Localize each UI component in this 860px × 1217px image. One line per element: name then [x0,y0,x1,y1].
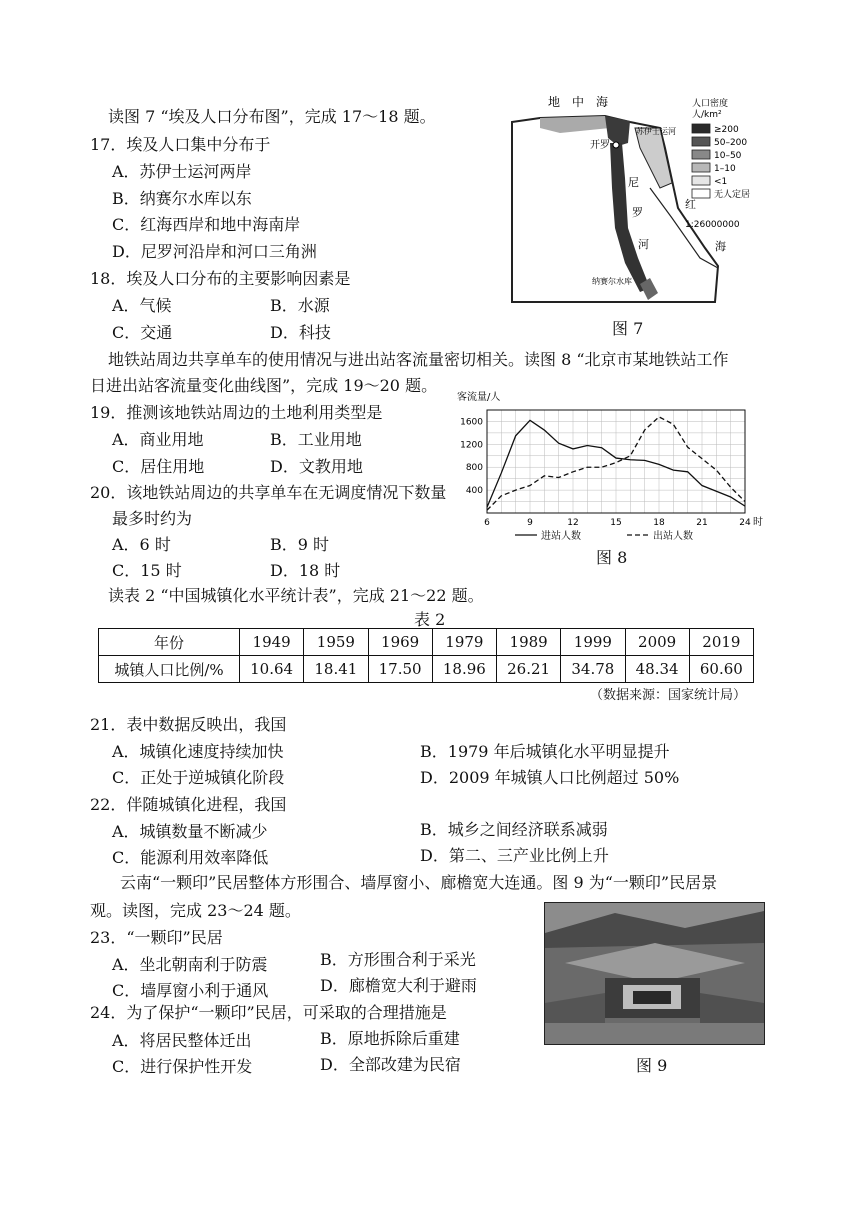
year-cell: 1979 [432,629,496,656]
intro-21-22: 读表 2 “中国城镇化水平统计表”，完成 21～22 题。 [108,586,484,605]
q19-option-b: B．工业用地 [270,430,362,449]
q19-option-d: D．文教用地 [270,457,363,476]
year-cell: 1969 [368,629,432,656]
q20-option-a: A．6 时 [112,535,171,554]
value-cell: 18.41 [304,656,368,683]
q19-option-c: C．居住用地 [112,457,205,476]
q22-option-b: B．城乡之间经济联系减弱 [420,820,608,839]
intro-23-24-line2: 观。读图，完成 23～24 题。 [90,901,301,920]
table-row-values [99,656,754,683]
table-header-ratio: 城镇人口比例/% [99,656,240,683]
fig7-caption: 图 7 [612,319,644,338]
y-tick-label: 1600 [460,417,483,428]
x-tick-label: 24 [739,518,751,528]
q23-option-b: B．方形围合利于采光 [320,950,476,969]
x-tick-label: 12 [567,518,579,528]
q17-option-b: B．纳赛尔水库以东 [112,189,252,208]
q18-option-c: C．交通 [112,323,173,342]
y-tick-label: 1200 [460,440,483,451]
q24-option-b: B．原地拆除后重建 [320,1029,460,1048]
legend-label: ≥200 [714,125,739,135]
x-tick-label: 9 [527,518,533,528]
q18-option-b: B．水源 [270,296,330,315]
year-cell: 1989 [497,629,561,656]
urbanization-table [98,628,754,683]
legend-unit: 人/km² [692,110,722,120]
q23-option-d: D．廊檐宽大利于避雨 [320,976,477,995]
intro-19-20-line2: 日进出站客流量变化曲线图”，完成 19～20 题。 [90,376,438,395]
q22-option-d: D．第二、三产业比例上升 [420,846,609,865]
q22-option-a: A．城镇数量不断减少 [112,822,268,841]
table-header-year: 年份 [99,629,240,656]
q24-option-c: C．进行保护性开发 [112,1057,253,1076]
yikeyin-houses-photo [544,902,765,1045]
map-label-cairo: 开罗 [590,140,610,151]
egypt-population-map [500,88,770,313]
question-18: 18．埃及人口分布的主要影响因素是 [90,269,351,288]
q23-option-c: C．墙厚窗小利于通风 [112,981,269,1000]
legend-swatch [692,163,710,172]
q24-option-d: D．全部改建为民宿 [320,1055,461,1074]
question-19: 19．推测该地铁站周边的土地利用类型是 [90,403,383,422]
question-24: 24．为了保护“一颗印”民居，可采取的合理措施是 [90,1003,447,1022]
passenger-flow-chart [455,388,765,568]
question-21: 21．表中数据反映出，我国 [90,715,287,734]
value-cell: 18.96 [432,656,496,683]
q21-option-c: C．正处于逆城镇化阶段 [112,768,285,787]
legend-label: <1 [714,177,728,187]
q20-option-c: C．15 时 [112,561,182,580]
value-cell: 48.34 [625,656,689,683]
x-tick-label: 6 [484,518,490,528]
value-cell: 34.78 [561,656,625,683]
x-tick-label: 21 [696,518,708,528]
value-cell: 26.21 [497,656,561,683]
map-label-nile-1: 尼 [628,176,639,189]
legend-label: 50–200 [714,138,748,148]
legend-entry: 进站人数 [541,531,581,542]
legend-label: 无人定居 [714,190,751,200]
y-tick-label: 400 [465,486,483,497]
table-source: （数据来源：国家统计局） [590,688,747,703]
legend-label: 1–10 [714,164,736,174]
year-cell: 1949 [240,629,304,656]
q21-option-a: A．城镇化速度持续加快 [112,742,284,761]
fig8-caption: 图 8 [596,548,628,567]
map-label-lake: 纳赛尔水库 [592,277,632,286]
map-label-nile-2: 罗 [632,206,643,219]
map-label-red-1: 红 [685,198,696,211]
legend-swatch [692,189,710,198]
question-17: 17．埃及人口集中分布于 [90,135,271,154]
year-cell: 1999 [561,629,625,656]
year-cell: 2009 [625,629,689,656]
x-tick-label: 15 [610,518,622,528]
question-23: 23．“一颗印”民居 [90,928,223,947]
map-label-red-2: 海 [715,240,726,253]
question-22: 22．伴随城镇化进程，我国 [90,795,287,814]
intro-17-18: 读图 7 “埃及人口分布图”，完成 17～18 题。 [108,107,436,126]
question-20-line1: 20．该地铁站周边的共享单车在无调度情况下数量 [90,483,447,502]
intro-23-24-line1: 云南“一颗印”民居整体方形围合、墙厚窗小、廊檐宽大连通。图 9 为“一颗印”民居景 [120,873,718,892]
q17-option-d: D．尼罗河沿岸和河口三角洲 [112,242,317,261]
value-cell: 60.60 [689,656,753,683]
question-20-line2: 最多时约为 [112,509,193,528]
legend-entry: 出站人数 [653,531,693,542]
year-cell: 2019 [689,629,753,656]
fig9-caption: 图 9 [636,1056,668,1075]
q22-option-c: C．能源利用效率降低 [112,848,269,867]
legend-title: 人口密度 [692,99,729,109]
q17-option-a: A．苏伊士运河两岸 [112,162,252,181]
q21-option-d: D．2009 年城镇人口比例超过 50% [420,768,680,787]
map-label-sea: 地 中 海 [548,95,609,109]
q24-option-a: A．将居民整体迁出 [112,1031,252,1050]
map-label-nile-3: 河 [638,238,649,251]
q21-option-b: B．1979 年后城镇化水平明显提升 [420,742,670,761]
x-axis-unit: 时 [753,517,763,528]
q18-option-d: D．科技 [270,323,331,342]
legend-swatch [692,124,710,133]
table-title: 表 2 [414,610,446,629]
legend-label: 10–50 [714,151,742,161]
y-tick-label: 800 [465,463,483,474]
q17-option-c: C．红海西岸和地中海南岸 [112,215,301,234]
legend-swatch [692,176,710,185]
y-axis-label: 客流量/人 [457,392,501,403]
value-cell: 10.64 [240,656,304,683]
q20-option-b: B．9 时 [270,535,330,554]
q18-option-a: A．气候 [112,296,172,315]
q20-option-d: D．18 时 [270,561,341,580]
legend-swatch [692,150,710,159]
map-scale: 1:26000000 [685,220,740,230]
q19-option-a: A．商业用地 [112,430,204,449]
value-cell: 17.50 [368,656,432,683]
map-label-canal: 苏伊士运河 [636,127,676,136]
year-cell: 1959 [304,629,368,656]
legend-swatch [692,137,710,146]
x-tick-label: 18 [653,518,665,528]
intro-19-20-line1: 地铁站周边共享单车的使用情况与进出站客流量密切相关。读图 8 “北京市某地铁站工作 [108,350,729,369]
q23-option-a: A．坐北朝南利于防震 [112,955,268,974]
table-row-years [99,629,754,656]
